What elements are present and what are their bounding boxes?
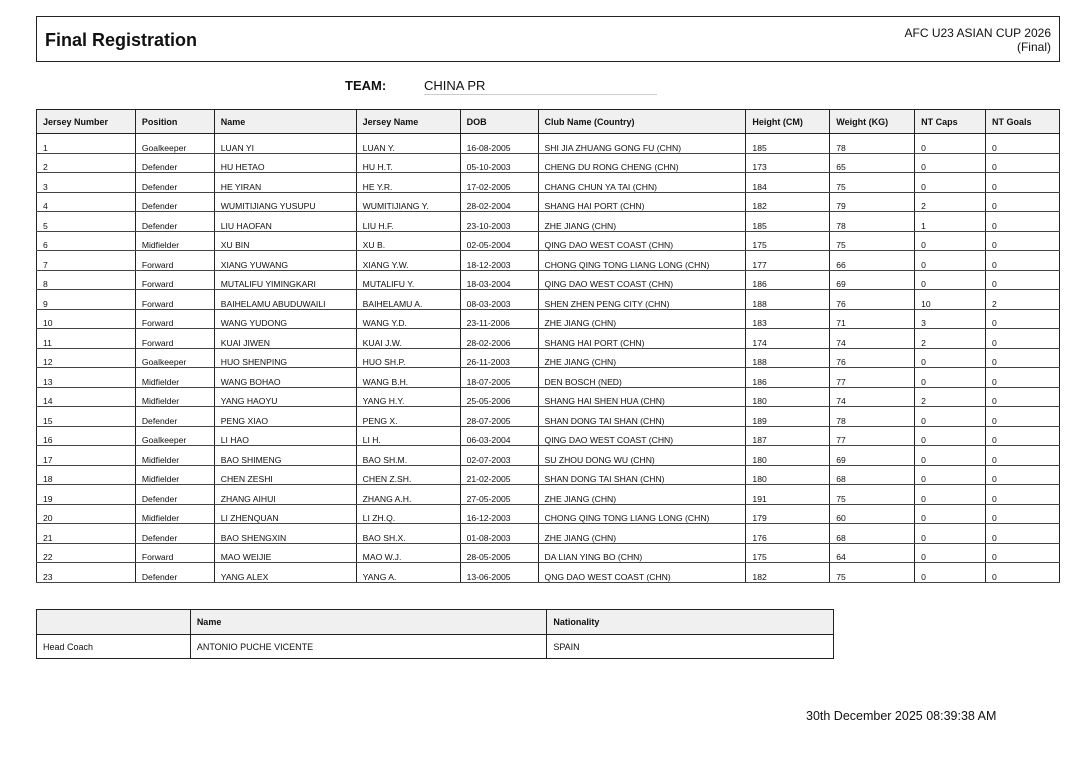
table-cell: 27-05-2005 <box>460 485 538 505</box>
table-cell: 79 <box>830 192 915 212</box>
table-cell: ZHANG A.H. <box>356 485 460 505</box>
player-row <box>37 270 1060 290</box>
table-cell: 01-08-2003 <box>460 524 538 544</box>
table-cell: SHAN DONG TAI SHAN (CHN) <box>538 465 746 485</box>
player-row <box>37 153 1060 173</box>
column-header: Jersey Number <box>37 110 136 134</box>
table-cell: 18-03-2004 <box>460 270 538 290</box>
table-cell: 68 <box>830 524 915 544</box>
page-title: Final Registration <box>45 30 198 50</box>
table-cell: LI ZHENQUAN <box>214 504 356 524</box>
registration-status: (Final) <box>1016 40 1051 54</box>
table-cell: 0 <box>915 251 986 271</box>
table-cell: 188 <box>746 348 830 368</box>
table-cell: 74 <box>830 329 915 349</box>
table-cell: WANG Y.D. <box>356 309 460 329</box>
table-cell: SHEN ZHEN PENG CITY (CHN) <box>538 290 746 310</box>
table-cell: XIANG Y.W. <box>356 251 460 271</box>
table-cell: 187 <box>746 426 830 446</box>
column-header: Height (CM) <box>746 110 830 134</box>
table-cell: 65 <box>830 153 915 173</box>
table-cell: 0 <box>986 270 1060 290</box>
team-row <box>345 78 657 95</box>
table-cell: 2 <box>37 153 136 173</box>
column-header: NT Caps <box>915 110 986 134</box>
player-row <box>37 329 1060 349</box>
player-row <box>37 524 1060 544</box>
table-cell: 68 <box>830 465 915 485</box>
table-cell: 2 <box>915 387 986 407</box>
table-cell: Goalkeeper <box>135 426 214 446</box>
column-header: NT Goals <box>986 110 1060 134</box>
table-cell: 0 <box>915 485 986 505</box>
table-cell: Defender <box>135 173 214 193</box>
table-cell: 23-10-2003 <box>460 212 538 232</box>
table-cell: ZHE JIANG (CHN) <box>538 524 746 544</box>
table-cell: HU H.T. <box>356 153 460 173</box>
table-cell: 75 <box>830 231 915 251</box>
players-table <box>36 109 1060 583</box>
table-cell: Forward <box>135 309 214 329</box>
competition-name: AFC U23 ASIAN CUP 2026 <box>904 26 1051 40</box>
table-cell: 0 <box>986 426 1060 446</box>
table-cell: 23-11-2006 <box>460 309 538 329</box>
table-cell: 7 <box>37 251 136 271</box>
table-cell: 18 <box>37 465 136 485</box>
table-cell: 13 <box>37 368 136 388</box>
competition-info <box>904 26 1051 54</box>
table-cell: 17-02-2005 <box>460 173 538 193</box>
table-cell: 189 <box>746 407 830 427</box>
table-cell: Forward <box>135 543 214 563</box>
table-cell: 0 <box>986 368 1060 388</box>
table-cell: 78 <box>830 407 915 427</box>
table-cell: LI H. <box>356 426 460 446</box>
table-cell: 05-10-2003 <box>460 153 538 173</box>
player-row <box>37 173 1060 193</box>
table-cell: PENG X. <box>356 407 460 427</box>
table-cell: 2 <box>915 329 986 349</box>
table-cell: 8 <box>37 270 136 290</box>
player-row <box>37 348 1060 368</box>
player-row <box>37 446 1060 466</box>
table-cell: 28-05-2005 <box>460 543 538 563</box>
table-cell: MAO WEIJIE <box>214 543 356 563</box>
table-cell: 177 <box>746 251 830 271</box>
table-cell: Forward <box>135 270 214 290</box>
table-cell: 28-02-2006 <box>460 329 538 349</box>
table-cell: DA LIAN YING BO (CHN) <box>538 543 746 563</box>
table-cell: Forward <box>135 251 214 271</box>
player-row <box>37 465 1060 485</box>
column-header: Jersey Name <box>356 110 460 134</box>
table-cell: QNG DAO WEST COAST (CHN) <box>538 563 746 583</box>
table-cell: QING DAO WEST COAST (CHN) <box>538 426 746 446</box>
table-cell: SHAN DONG TAI SHAN (CHN) <box>538 407 746 427</box>
table-cell: 74 <box>830 387 915 407</box>
table-cell: Defender <box>135 485 214 505</box>
table-cell: 182 <box>746 192 830 212</box>
table-cell: 0 <box>986 212 1060 232</box>
table-cell: 180 <box>746 465 830 485</box>
table-cell: 179 <box>746 504 830 524</box>
table-cell: Defender <box>135 407 214 427</box>
table-cell: SHI JIA ZHUANG GONG FU (CHN) <box>538 134 746 154</box>
table-cell: SHANG HAI PORT (CHN) <box>538 192 746 212</box>
table-cell: SPAIN <box>547 635 834 659</box>
table-cell: 182 <box>746 563 830 583</box>
table-cell: 185 <box>746 212 830 232</box>
player-row <box>37 543 1060 563</box>
table-cell: 18-12-2003 <box>460 251 538 271</box>
table-cell: 176 <box>746 524 830 544</box>
staff-body <box>37 635 834 659</box>
table-cell: BAO SH.X. <box>356 524 460 544</box>
table-cell: HU HETAO <box>214 153 356 173</box>
column-header: Weight (KG) <box>830 110 915 134</box>
staff-header-row <box>37 610 834 635</box>
table-cell: HE Y.R. <box>356 173 460 193</box>
team-value: CHINA PR <box>424 78 657 95</box>
table-cell: ANTONIO PUCHE VICENTE <box>190 635 547 659</box>
table-cell: 02-07-2003 <box>460 446 538 466</box>
table-cell: 2 <box>986 290 1060 310</box>
table-cell: 186 <box>746 270 830 290</box>
table-cell: 26-11-2003 <box>460 348 538 368</box>
table-cell: 78 <box>830 134 915 154</box>
table-cell: QING DAO WEST COAST (CHN) <box>538 270 746 290</box>
table-cell: 0 <box>915 153 986 173</box>
table-cell: MUTALIFU Y. <box>356 270 460 290</box>
table-cell: ZHE JIANG (CHN) <box>538 485 746 505</box>
table-cell: 0 <box>986 173 1060 193</box>
table-cell: 75 <box>830 485 915 505</box>
table-cell: 23 <box>37 563 136 583</box>
table-cell: 0 <box>986 251 1060 271</box>
table-cell: 5 <box>37 212 136 232</box>
table-cell: 0 <box>915 407 986 427</box>
generated-timestamp: 30th December 2025 08:39:38 AM <box>806 709 997 723</box>
table-cell: 0 <box>915 270 986 290</box>
table-cell: WUMITIJIANG YUSUPU <box>214 192 356 212</box>
table-cell: SU ZHOU DONG WU (CHN) <box>538 446 746 466</box>
column-header: Nationality <box>547 610 834 635</box>
table-cell: 10 <box>915 290 986 310</box>
table-cell: 16-08-2005 <box>460 134 538 154</box>
table-cell: LIU H.F. <box>356 212 460 232</box>
table-cell: 1 <box>37 134 136 154</box>
table-cell: 0 <box>986 134 1060 154</box>
table-cell: Midfielder <box>135 465 214 485</box>
table-cell: 75 <box>830 563 915 583</box>
table-cell: 18-07-2005 <box>460 368 538 388</box>
table-cell: 06-03-2004 <box>460 426 538 446</box>
table-cell: 2 <box>915 192 986 212</box>
player-row <box>37 504 1060 524</box>
table-cell: 0 <box>986 348 1060 368</box>
table-cell: 78 <box>830 212 915 232</box>
table-cell: XIANG YUWANG <box>214 251 356 271</box>
table-cell: CHANG CHUN YA TAI (CHN) <box>538 173 746 193</box>
table-cell: QING DAO WEST COAST (CHN) <box>538 231 746 251</box>
table-cell: 02-05-2004 <box>460 231 538 251</box>
table-cell: 69 <box>830 270 915 290</box>
table-cell: 0 <box>915 173 986 193</box>
table-cell: KUAI J.W. <box>356 329 460 349</box>
table-cell: Midfielder <box>135 504 214 524</box>
table-cell: 08-03-2003 <box>460 290 538 310</box>
table-cell: 21 <box>37 524 136 544</box>
table-cell: CHONG QING TONG LIANG LONG (CHN) <box>538 504 746 524</box>
table-cell: 0 <box>915 563 986 583</box>
table-cell: BAIHELAMU A. <box>356 290 460 310</box>
table-cell: 0 <box>915 524 986 544</box>
player-row <box>37 426 1060 446</box>
player-row <box>37 251 1060 271</box>
table-cell: 66 <box>830 251 915 271</box>
table-cell: 1 <box>915 212 986 232</box>
table-cell: CHONG QING TONG LIANG LONG (CHN) <box>538 251 746 271</box>
table-cell: MAO W.J. <box>356 543 460 563</box>
table-cell: 22 <box>37 543 136 563</box>
table-cell: 188 <box>746 290 830 310</box>
table-cell: 186 <box>746 368 830 388</box>
player-row <box>37 485 1060 505</box>
table-cell: 0 <box>986 465 1060 485</box>
table-cell: Forward <box>135 329 214 349</box>
table-cell: 3 <box>37 173 136 193</box>
table-cell: 76 <box>830 348 915 368</box>
table-cell: 0 <box>915 543 986 563</box>
table-cell: DEN BOSCH (NED) <box>538 368 746 388</box>
table-cell: 0 <box>915 446 986 466</box>
table-cell: 0 <box>986 153 1060 173</box>
table-cell: 191 <box>746 485 830 505</box>
table-cell: HUO SHENPING <box>214 348 356 368</box>
table-cell: HUO SH.P. <box>356 348 460 368</box>
table-cell: KUAI JIWEN <box>214 329 356 349</box>
player-row <box>37 368 1060 388</box>
table-cell: CHEN ZESHI <box>214 465 356 485</box>
table-cell: 17 <box>37 446 136 466</box>
table-cell: LI ZH.Q. <box>356 504 460 524</box>
column-header: Position <box>135 110 214 134</box>
table-cell: Forward <box>135 290 214 310</box>
table-cell: 0 <box>915 134 986 154</box>
table-cell: BAO SHENGXIN <box>214 524 356 544</box>
table-cell: 28-07-2005 <box>460 407 538 427</box>
table-cell: XU BIN <box>214 231 356 251</box>
column-header: Name <box>214 110 356 134</box>
player-row <box>37 309 1060 329</box>
table-cell: LUAN Y. <box>356 134 460 154</box>
table-cell: WANG YUDONG <box>214 309 356 329</box>
table-cell: 25-05-2006 <box>460 387 538 407</box>
players-header-row <box>37 110 1060 134</box>
table-cell: 0 <box>915 504 986 524</box>
table-cell: WANG B.H. <box>356 368 460 388</box>
table-cell: Defender <box>135 192 214 212</box>
team-label: TEAM: <box>345 78 387 93</box>
table-cell: ZHANG AIHUI <box>214 485 356 505</box>
table-cell: 13-06-2005 <box>460 563 538 583</box>
table-cell: 180 <box>746 446 830 466</box>
table-cell: 175 <box>746 231 830 251</box>
column-header: Name <box>190 610 547 635</box>
table-cell: 10 <box>37 309 136 329</box>
table-cell: 175 <box>746 543 830 563</box>
header-box <box>36 16 1060 62</box>
table-cell: 0 <box>986 309 1060 329</box>
table-cell: 0 <box>986 504 1060 524</box>
table-cell: 6 <box>37 231 136 251</box>
table-cell: WUMITIJIANG Y. <box>356 192 460 212</box>
table-cell: 16-12-2003 <box>460 504 538 524</box>
players-body <box>37 134 1060 583</box>
staff-row <box>37 635 834 659</box>
table-cell: 9 <box>37 290 136 310</box>
player-row <box>37 407 1060 427</box>
table-cell: CHENG DU RONG CHENG (CHN) <box>538 153 746 173</box>
player-row <box>37 192 1060 212</box>
table-cell: 0 <box>986 446 1060 466</box>
table-cell: Defender <box>135 212 214 232</box>
table-cell: 173 <box>746 153 830 173</box>
table-cell: 4 <box>37 192 136 212</box>
table-cell: 185 <box>746 134 830 154</box>
table-cell: 0 <box>915 348 986 368</box>
table-cell: Head Coach <box>37 635 191 659</box>
table-cell: Midfielder <box>135 446 214 466</box>
player-row <box>37 134 1060 154</box>
player-row <box>37 387 1060 407</box>
table-cell: 0 <box>986 543 1060 563</box>
table-cell: BAO SH.M. <box>356 446 460 466</box>
table-cell: Defender <box>135 563 214 583</box>
table-cell: YANG A. <box>356 563 460 583</box>
table-cell: 0 <box>986 192 1060 212</box>
column-header <box>37 610 191 635</box>
table-cell: 20 <box>37 504 136 524</box>
table-cell: 0 <box>986 524 1060 544</box>
table-cell: Goalkeeper <box>135 348 214 368</box>
table-cell: 60 <box>830 504 915 524</box>
column-header: DOB <box>460 110 538 134</box>
table-cell: Defender <box>135 153 214 173</box>
table-cell: LI HAO <box>214 426 356 446</box>
table-cell: SHANG HAI SHEN HUA (CHN) <box>538 387 746 407</box>
table-cell: WANG BOHAO <box>214 368 356 388</box>
table-cell: 12 <box>37 348 136 368</box>
table-cell: ZHE JIANG (CHN) <box>538 309 746 329</box>
table-cell: 3 <box>915 309 986 329</box>
table-cell: 21-02-2005 <box>460 465 538 485</box>
table-cell: 0 <box>915 426 986 446</box>
table-cell: 75 <box>830 173 915 193</box>
player-row <box>37 563 1060 583</box>
table-cell: 28-02-2004 <box>460 192 538 212</box>
table-cell: 11 <box>37 329 136 349</box>
table-cell: LIU HAOFAN <box>214 212 356 232</box>
table-cell: 0 <box>986 387 1060 407</box>
table-cell: 0 <box>915 231 986 251</box>
table-cell: YANG HAOYU <box>214 387 356 407</box>
table-cell: 0 <box>986 407 1060 427</box>
table-cell: 180 <box>746 387 830 407</box>
table-cell: 0 <box>986 231 1060 251</box>
table-cell: SHANG HAI PORT (CHN) <box>538 329 746 349</box>
table-cell: 64 <box>830 543 915 563</box>
table-cell: BAO SHIMENG <box>214 446 356 466</box>
table-cell: 14 <box>37 387 136 407</box>
table-cell: Defender <box>135 524 214 544</box>
player-row <box>37 212 1060 232</box>
table-cell: PENG XIAO <box>214 407 356 427</box>
table-cell: YANG ALEX <box>214 563 356 583</box>
table-cell: Midfielder <box>135 387 214 407</box>
table-cell: 77 <box>830 368 915 388</box>
table-cell: 16 <box>37 426 136 446</box>
table-cell: 174 <box>746 329 830 349</box>
table-cell: 183 <box>746 309 830 329</box>
table-cell: YANG H.Y. <box>356 387 460 407</box>
table-cell: BAIHELAMU ABUDUWAILI <box>214 290 356 310</box>
player-row <box>37 231 1060 251</box>
table-cell: 69 <box>830 446 915 466</box>
table-cell: 0 <box>915 368 986 388</box>
table-cell: MUTALIFU YIMINGKARI <box>214 270 356 290</box>
player-row <box>37 290 1060 310</box>
table-cell: 15 <box>37 407 136 427</box>
table-cell: 19 <box>37 485 136 505</box>
table-cell: Midfielder <box>135 231 214 251</box>
table-cell: CHEN Z.SH. <box>356 465 460 485</box>
table-cell: 0 <box>986 485 1060 505</box>
table-cell: 0 <box>986 563 1060 583</box>
table-cell: Goalkeeper <box>135 134 214 154</box>
table-cell: ZHE JIANG (CHN) <box>538 348 746 368</box>
table-cell: XU B. <box>356 231 460 251</box>
table-cell: LUAN YI <box>214 134 356 154</box>
column-header: Club Name (Country) <box>538 110 746 134</box>
table-cell: HE YIRAN <box>214 173 356 193</box>
table-cell: ZHE JIANG (CHN) <box>538 212 746 232</box>
table-cell: Midfielder <box>135 368 214 388</box>
staff-table <box>36 609 834 659</box>
table-cell: 184 <box>746 173 830 193</box>
table-cell: 71 <box>830 309 915 329</box>
table-cell: 77 <box>830 426 915 446</box>
table-cell: 76 <box>830 290 915 310</box>
table-cell: 0 <box>986 329 1060 349</box>
table-cell: 0 <box>915 465 986 485</box>
